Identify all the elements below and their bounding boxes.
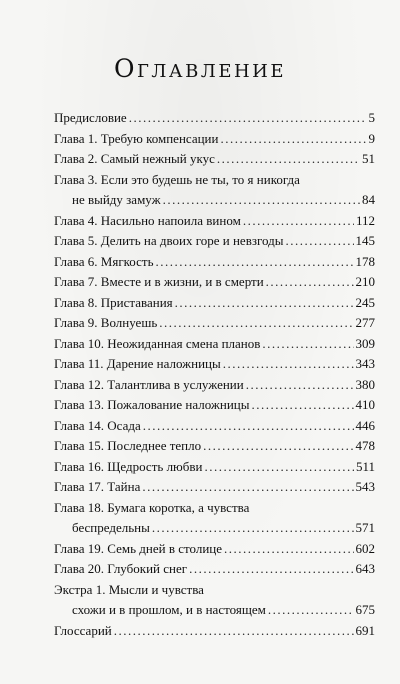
- toc-entry-label: Глава 2. Самый нежный укус: [54, 151, 215, 166]
- toc-entry-label: Глава 1. Требую компенсации: [54, 130, 219, 146]
- dot-leader: [220, 129, 366, 150]
- toc-entry-chapter-15: [54, 436, 375, 457]
- toc-entry-label: Глава 19. Семь дней в столице: [54, 540, 223, 556]
- toc-entry-chapter-12: [54, 375, 375, 396]
- toc-entry-label-continued: не выйду замуж: [72, 192, 161, 207]
- toc-entry-label: Экстра 1. Мысли и чувства: [54, 581, 204, 597]
- toc-page-number: 410: [355, 397, 375, 412]
- toc-entry-label: Глава 6. Мягкость: [54, 253, 154, 269]
- toc-page-number: 380: [355, 376, 375, 392]
- toc-entry-label: Глава 13. Пожалование наложницы: [54, 397, 250, 412]
- dot-leader: [262, 334, 353, 355]
- toc-entry-chapter-16: [54, 457, 375, 478]
- toc-entry-label: Глава 5. Делить на двоих горе и невзгоды: [54, 233, 284, 248]
- toc-page-number: 343: [355, 356, 375, 371]
- toc-page-number: 309: [355, 335, 375, 351]
- dot-leader: [159, 313, 353, 334]
- toc-entry-chapter-8: [54, 293, 375, 314]
- toc-entry-label: Глава 18. Бумага коротка, а чувства: [54, 499, 250, 515]
- toc-page-number: 145: [355, 233, 375, 248]
- toc-entry-chapter-18: [54, 498, 375, 539]
- toc-entry-chapter-14: [54, 416, 375, 437]
- toc-page-number: 245: [355, 294, 375, 310]
- toc-entry-label: Глава 8. Приставания: [54, 294, 173, 310]
- toc-entry-label: Глава 14. Осада: [54, 417, 141, 433]
- toc-entry-preface: [54, 108, 375, 129]
- dot-leader: [204, 457, 353, 478]
- dot-leader: [251, 395, 353, 416]
- table-of-contents: [54, 108, 375, 641]
- toc-entry-label: Глава 20. Глубокий снег: [54, 561, 188, 576]
- toc-page-number: 446: [355, 417, 375, 433]
- toc-page-number: 84: [362, 192, 375, 207]
- toc-entry-chapter-3: [54, 170, 375, 211]
- toc-page-number: 178: [355, 253, 375, 269]
- dot-leader: [223, 354, 354, 375]
- toc-page-number: 543: [355, 479, 375, 494]
- toc-entry-label: Глоссарий: [54, 622, 112, 638]
- toc-entry-label: Глава 7. Вместе и в жизни, и в смерти: [54, 274, 264, 289]
- toc-page-number: 643: [355, 561, 375, 576]
- toc-entry-label: Глава 10. Неожиданная смена планов: [54, 335, 261, 351]
- dot-leader: [224, 539, 353, 560]
- toc-entry-chapter-7: [54, 272, 375, 293]
- toc-entry-chapter-2: [54, 149, 375, 170]
- dot-leader: [266, 272, 354, 293]
- toc-entry-chapter-5: [54, 231, 375, 252]
- toc-entry-chapter-1: [54, 129, 375, 150]
- toc-entry-chapter-17: [54, 477, 375, 498]
- toc-entry-label: Глава 12. Талантлива в услужении: [54, 376, 244, 392]
- toc-entry-label: Глава 16. Щедрость любви: [54, 458, 203, 474]
- dot-leader: [189, 559, 353, 580]
- dot-leader: [156, 252, 354, 273]
- toc-page-number: 691: [355, 622, 375, 638]
- toc-entry-label: Глава 9. Волнуешь: [54, 315, 158, 330]
- toc-entry-glossary: [54, 621, 375, 642]
- dot-leader: [243, 211, 354, 232]
- toc-entry-chapter-11: [54, 354, 375, 375]
- toc-entry-chapter-6: [54, 252, 375, 273]
- dot-leader: [285, 231, 353, 252]
- toc-entry-label: Глава 11. Дарение наложницы: [54, 356, 221, 371]
- toc-entry-chapter-9: [54, 313, 375, 334]
- toc-entry-chapter-4: [54, 211, 375, 232]
- toc-page-number: 210: [355, 274, 375, 289]
- dot-leader: [203, 436, 353, 457]
- toc-page-number: 571: [355, 520, 375, 535]
- dot-leader: [163, 190, 360, 211]
- toc-entry-label: Глава 15. Последнее тепло: [54, 438, 202, 453]
- dot-leader: [246, 375, 354, 396]
- toc-entry-extra-1: [54, 580, 375, 621]
- toc-page-number: 112: [355, 212, 375, 228]
- dot-leader: [152, 518, 354, 539]
- toc-entry-label-continued: беспредельны: [72, 520, 150, 535]
- toc-entry-label: Глава 17. Тайна: [54, 479, 141, 494]
- toc-entry-label: Глава 3. Если это будешь не ты, то я никогда: [54, 171, 300, 187]
- toc-page-number: 5: [368, 110, 375, 125]
- toc-page-number: 511: [355, 458, 375, 474]
- toc-page-number: 51: [362, 151, 375, 166]
- toc-entry-label: Предисловие: [54, 110, 127, 125]
- dot-leader: [143, 416, 354, 437]
- dot-leader: [114, 621, 354, 642]
- dot-leader: [142, 477, 353, 498]
- toc-page-number: 675: [355, 602, 375, 617]
- toc-entry-chapter-19: [54, 539, 375, 560]
- toc-entry-chapter-20: [54, 559, 375, 580]
- dot-leader: [217, 149, 360, 170]
- toc-entry-chapter-13: [54, 395, 375, 416]
- toc-page-number: 277: [355, 315, 375, 330]
- dot-leader: [129, 108, 367, 129]
- toc-page-number: 602: [355, 540, 375, 556]
- toc-entry-chapter-10: [54, 334, 375, 355]
- dot-leader: [268, 600, 354, 621]
- page-title: Оглавление: [114, 54, 286, 83]
- dot-leader: [175, 293, 354, 314]
- toc-page-number: 9: [368, 130, 375, 146]
- toc-entry-label-continued: схожи и в прошлом, и в настоящем: [72, 602, 266, 617]
- toc-page-number: 478: [355, 438, 375, 453]
- toc-entry-label: Глава 4. Насильно напоила вином: [54, 212, 241, 228]
